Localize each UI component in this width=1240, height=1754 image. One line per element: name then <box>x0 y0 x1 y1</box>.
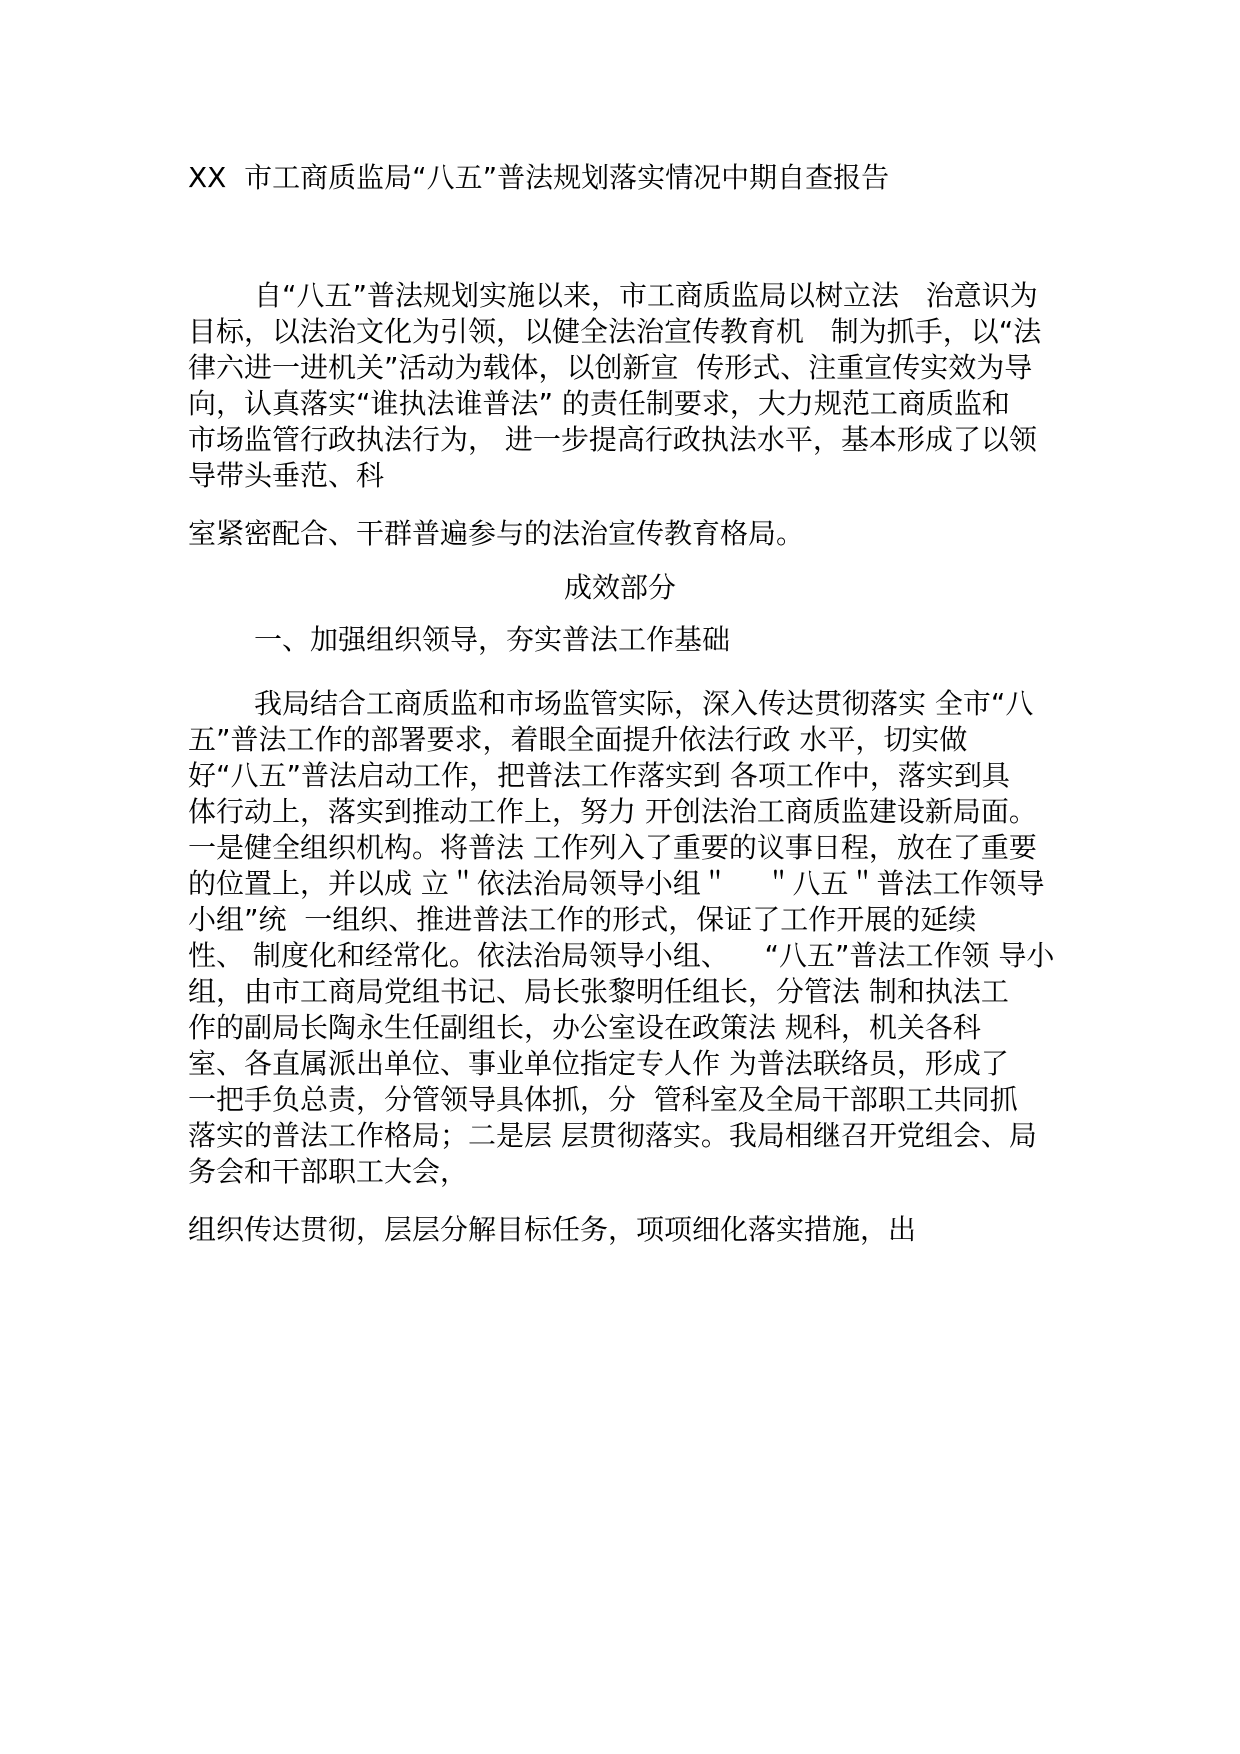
body-line: 我局结合工商质监和市场监管实际，深入传达贯彻落实 全市“八 <box>254 687 1034 720</box>
intro-line: 律六进一进机关”活动为载体，以创新宣 传形式、注重宣传实效为导 <box>188 351 1033 384</box>
body-line: 一把手负总责，分管领导具体抓，分 管科室及全局干部职工共同抓 <box>188 1083 1018 1116</box>
body-line: 的位置上，并以成 立＂依法治局领导小组＂ ＂八五＂普法工作领导 <box>188 867 1045 900</box>
intro-line: 自“八五”普法规划实施以来，市工商质监局以树立法 治意识为 <box>254 279 1038 312</box>
body-line: 好“八五”普法启动工作，把普法工作落实到 各项工作中，落实到具 <box>188 759 1010 792</box>
body-line: 小组”统 一组织、推进普法工作的形式，保证了工作开展的延续 <box>188 903 977 936</box>
body-line: 组织传达贯彻，层层分解目标任务，项项细化落实措施，出 <box>188 1213 917 1246</box>
body-line: 作的副局长陶永生任副组长，办公室设在政策法 规科，机关各科 <box>188 1011 981 1044</box>
body-line: 落实的普法工作格局；二是层 层贯彻落实。我局相继召开党组会、局 <box>188 1119 1037 1152</box>
body-line: 一是健全组织机构。将普法 工作列入了重要的议事日程，放在了重要 <box>188 831 1037 864</box>
body-line: 组，由市工商局党组书记、局长张黎明任组长，分管法 制和执法工 <box>188 975 1009 1008</box>
intro-line: 室紧密配合、干群普遍参与的法治宣传教育格局。 <box>188 517 805 550</box>
body-line: 性、 制度化和经常化。依法治局领导小组、 “八五”普法工作领 导小 <box>188 939 1055 972</box>
body-line: 五”普法工作的部署要求，着眼全面提升依法行政 水平，切实做 <box>188 723 968 756</box>
body-line: 务会和干部职工大会， <box>188 1155 469 1188</box>
body-line: 体行动上，落实到推动工作上，努力 开创法治工商质监建设新局面。 <box>188 795 1037 828</box>
subheading: 一、加强组织领导，夯实普法工作基础 <box>254 623 731 656</box>
document-title: XX 市工商质监局“八五”普法规划落实情况中期自查报告 <box>188 161 890 194</box>
intro-line: 导带头垂范、科 <box>188 459 385 492</box>
intro-line: 向，认真落实“谁执法谁普法” 的责任制要求，大力规范工商质监和 <box>188 387 1010 420</box>
intro-line: 市场监管行政执法行为， 进一步提高行政执法水平，基本形成了以领 <box>188 423 1037 456</box>
body-line: 室、各直属派出单位、事业单位指定专人作 为普法联络员，形成了 <box>188 1047 1009 1080</box>
intro-line: 目标，以法治文化为引领，以健全法治宣传教育机 制为抓手，以“法 <box>188 315 1042 348</box>
section-heading: 成效部分 <box>563 571 676 604</box>
